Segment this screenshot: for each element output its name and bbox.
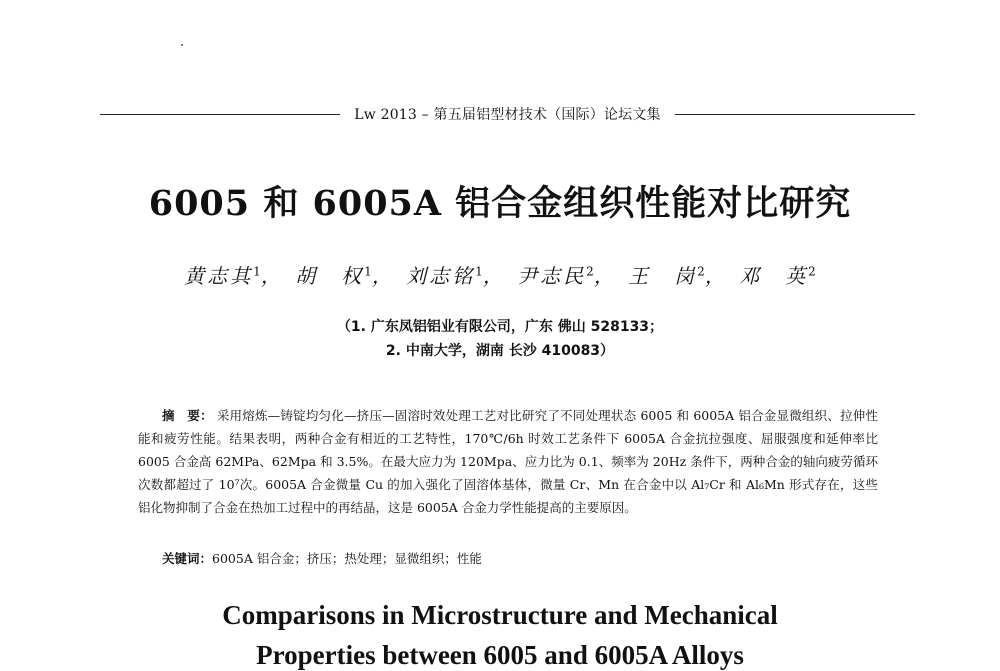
keywords [162, 547, 878, 570]
abstract [138, 404, 878, 519]
abstract-text: 采用熔炼—铸锭均匀化—挤压—固溶时效处理工艺对比研究了不同处理状态 6005 和 6005A 铝合金显微组织、拉伸性能和疲劳性能。结果表明，两种合金有相近的工艺特性，170℃/6h 时效工艺条件下 6005A 合金抗拉强度、屈服强度和延伸率比 6005 合金高 62MPa、62Mpa 和 3.5%。在最大应力为 120Mpa、应力比为 0.1、频率为 20Hz 条件下，两种合金的轴向疲劳循环次数都超过了 10⁷次。6005A 合金微量 Cu 的加入强化了固溶体基体，微量 Cr、Mn 在合金中以 Al₇Cr 和 Al₆Mn 形式存在，这些铝化物抑制了合金在热加工过程中的再结晶，这是 6005A 合金力学性能提高的主要原因。 [138, 408, 878, 515]
keywords-label: 关键词： [162, 551, 213, 566]
english-title-line-1: Comparisons in Microstructure and Mechanical [222, 600, 778, 630]
affiliation-line-1: （1. 广东凤铝铝业有限公司，广东 佛山 528133； [336, 319, 664, 335]
header-rule-left [100, 114, 340, 115]
author-separator: ， [593, 264, 617, 288]
author-affil-mark: 2 [697, 264, 705, 279]
english-title-line-2: Properties between 6005 and 6005A Alloys [256, 640, 744, 670]
author-separator: ， [371, 264, 395, 288]
author-name: 邓 英 [739, 264, 809, 288]
author-affil-mark: 2 [586, 264, 594, 279]
header-rule-right [675, 114, 915, 115]
header-text: Lw 2013 – 第五届铝型材技术（国际）论坛文集 [354, 107, 661, 123]
author-affil-mark: 1 [364, 264, 372, 279]
paper-title: 6005 和 6005A 铝合金组织性能对比研究 [148, 183, 852, 224]
author-name: 王 岗 [628, 264, 698, 288]
affiliation-line-2: 2. 中南大学，湖南 长沙 410083） [385, 343, 615, 359]
author-affil-mark: 1 [253, 264, 261, 279]
abstract-label: 摘 要： [162, 408, 213, 423]
author-affil-mark: 1 [475, 264, 483, 279]
author-name: 尹志民 [517, 264, 587, 288]
author-name: 黄志其 [184, 264, 254, 288]
author-separator: ， [260, 264, 284, 288]
author-separator: ， [704, 264, 728, 288]
keywords-text: 6005A 铝合金；挤压；热处理；显微组织；性能 [212, 551, 482, 566]
scan-speck [181, 44, 183, 46]
author-list [0, 260, 1000, 289]
author-affil-mark: 2 [808, 264, 816, 279]
author-name: 胡 权 [295, 264, 365, 288]
running-header [100, 104, 915, 124]
author-name: 刘志铭 [406, 264, 476, 288]
author-separator: ， [482, 264, 506, 288]
